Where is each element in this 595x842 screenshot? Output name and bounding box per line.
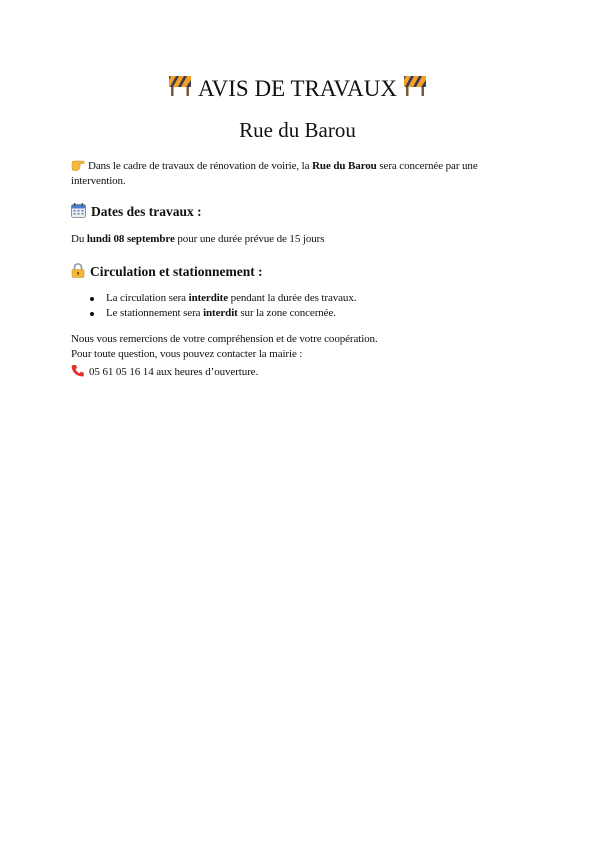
title-text: AVIS DE TRAVAUX bbox=[198, 76, 397, 101]
list-item-text: sur la zone concernée. bbox=[237, 307, 336, 319]
closing-contact: Pour toute question, vous pouvez contacter la mairie : bbox=[71, 348, 303, 360]
dates-duration: pour une durée prévue de 15 jours bbox=[174, 233, 325, 245]
circulation-heading-text: Circulation et stationnement : bbox=[90, 264, 263, 279]
calendar-icon bbox=[71, 203, 86, 223]
intro-paragraph bbox=[71, 157, 521, 189]
bullet-dot bbox=[90, 312, 94, 316]
circulation-list bbox=[90, 291, 356, 321]
dates-heading bbox=[71, 201, 202, 221]
list-item-emphasis: interdite bbox=[188, 292, 229, 304]
list-item-text: La circulation sera bbox=[106, 292, 189, 304]
list-item bbox=[90, 306, 356, 321]
list-item-text: pendant la durée des travaux. bbox=[228, 292, 357, 304]
phone-line bbox=[71, 362, 378, 380]
dates-prefix: Du bbox=[71, 233, 87, 245]
page-title bbox=[0, 74, 595, 106]
intro-street-name: Rue du Barou bbox=[312, 160, 377, 172]
pointing-hand-icon bbox=[71, 159, 85, 176]
phone-hours: aux heures d’ouverture. bbox=[153, 366, 259, 378]
dates-line bbox=[71, 232, 324, 247]
list-item-text: Le stationnement sera bbox=[106, 307, 204, 319]
intro-text-start: Dans le cadre de travaux de rénovation de voirie, la bbox=[88, 160, 313, 172]
bullet-dot bbox=[90, 297, 94, 301]
closing-paragraph bbox=[71, 332, 378, 380]
list-item-emphasis: interdit bbox=[203, 307, 238, 319]
phone-receiver-icon bbox=[71, 364, 85, 382]
padlock-icon bbox=[71, 263, 85, 283]
intro-text-end: sera concernée par une intervention. bbox=[71, 160, 478, 187]
page-subtitle: Rue du Barou bbox=[239, 118, 356, 142]
start-date: lundi 08 septembre bbox=[86, 233, 175, 245]
dates-heading-text: Dates des travaux : bbox=[91, 204, 202, 219]
list-item bbox=[90, 291, 356, 306]
phone-number[interactable]: 05 61 05 16 14 bbox=[89, 366, 154, 378]
construction-barrier-icon bbox=[403, 74, 427, 104]
construction-barrier-icon bbox=[168, 74, 192, 104]
closing-thanks: Nous vous remercions de votre compréhension et de votre coopération. bbox=[71, 333, 378, 345]
circulation-heading bbox=[71, 261, 263, 281]
